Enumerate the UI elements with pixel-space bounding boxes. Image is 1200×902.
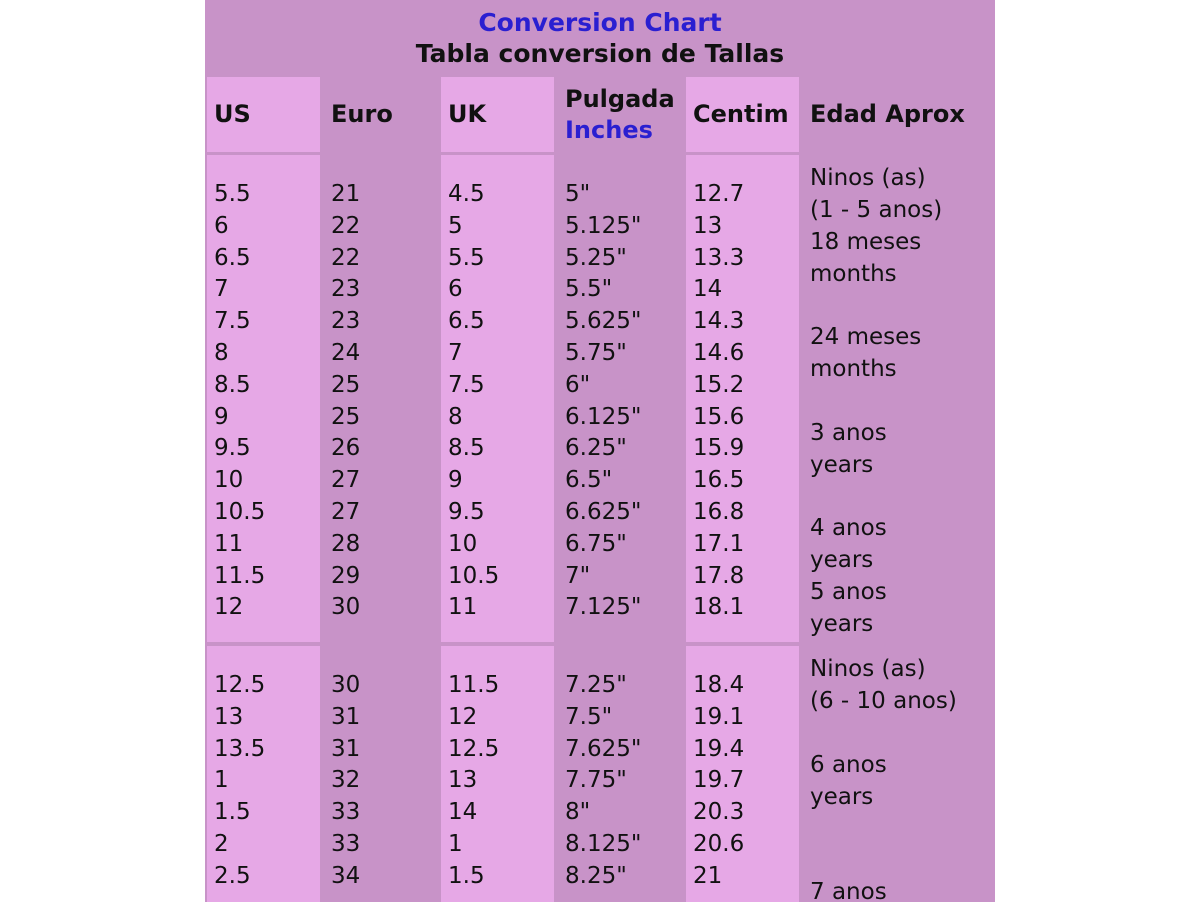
section1-age-range: (1 - 5 anos)	[810, 197, 943, 223]
section1-euro-values: 21 22 22 23 23 24 25 25 26 27 27 28 29 30	[331, 181, 361, 621]
section1-age-4-en: years	[810, 547, 874, 573]
conversion-chart-table	[205, 0, 995, 902]
section1-age-3: 3 anos	[810, 420, 887, 446]
section2-uk-cell	[441, 646, 554, 902]
section2-age-range: (6 - 10 anos)	[810, 688, 957, 714]
section1-euro-cell	[324, 155, 437, 642]
section2-age-1: 6 anos	[810, 752, 887, 778]
section1-age-1: 18 meses	[810, 229, 922, 255]
header-cell-edad	[803, 77, 993, 152]
header-edad: Edad Aprox	[810, 100, 965, 128]
header-cell-us	[207, 77, 320, 152]
section2-age-cell	[803, 646, 993, 902]
section1-age-group: Ninos (as)	[810, 165, 926, 191]
section1-inches-cell	[558, 155, 682, 642]
section2-euro-values: 30 31 31 32 33 33 34	[331, 672, 361, 889]
header-pulgada: Pulgada	[565, 85, 675, 113]
section1-age-2-en: months	[810, 356, 897, 382]
section1-us-cell	[207, 155, 320, 642]
header-us: US	[214, 100, 251, 128]
section1-uk-cell	[441, 155, 554, 642]
section1-cm-cell	[686, 155, 799, 642]
section1-cm-values: 12.7 13 13.3 14 14.3 14.6 15.2 15.6 15.9 16.5 16.8 17.1 17.8 18.1	[693, 181, 745, 621]
section2-age-2: 7 anos	[810, 879, 887, 902]
section1-age-5-en: years	[810, 611, 874, 637]
header-cell-inches	[558, 77, 682, 152]
section2-inches-cell	[558, 646, 682, 902]
header-uk: UK	[448, 100, 487, 128]
chart-title-english: Conversion Chart	[478, 8, 722, 37]
section1-age-3-en: years	[810, 452, 874, 478]
section1-inches-values: 5" 5.125" 5.25" 5.5" 5.625" 5.75" 6" 6.125" 6.25" 6.5" 6.625" 6.75" 7" 7.125"	[565, 181, 642, 621]
section2-us-cell	[207, 646, 320, 902]
header-cell-euro	[324, 77, 437, 152]
header-centim: Centim	[693, 100, 789, 128]
header-inches: Inches	[565, 116, 653, 144]
section2-uk-values: 11.5 12 12.5 13 14 1 1.5	[448, 672, 500, 889]
section1-us-values: 5.5 6 6.5 7 7.5 8 8.5 9 9.5 10 10.5 11 11.5 12	[214, 181, 266, 621]
section1-age-cell	[803, 155, 993, 642]
section2-cm-values: 18.4 19.1 19.4 19.7 20.3 20.6 21	[693, 672, 745, 889]
section1-age-2: 24 meses	[810, 324, 922, 350]
section2-inches-values: 7.25" 7.5" 7.625" 7.75" 8" 8.125" 8.25"	[565, 672, 642, 889]
section2-age-group: Ninos (as)	[810, 656, 926, 682]
section2-age-1-en: years	[810, 784, 874, 810]
chart-title-band	[205, 0, 995, 75]
section2-us-values: 12.5 13 13.5 1 1.5 2 2.5	[214, 672, 266, 889]
section1-age-4: 4 anos	[810, 515, 887, 541]
header-cell-uk	[441, 77, 554, 152]
chart-title-spanish: Tabla conversion de Tallas	[415, 39, 785, 68]
section2-cm-cell	[686, 646, 799, 902]
header-euro: Euro	[331, 100, 393, 128]
section1-age-5: 5 anos	[810, 579, 887, 605]
section2-euro-cell	[324, 646, 437, 902]
section1-uk-values: 4.5 5 5.5 6 6.5 7 7.5 8 8.5 9 9.5 10 10.5 11	[448, 181, 500, 621]
header-cell-centim	[686, 77, 799, 152]
section1-age-1-en: months	[810, 261, 897, 287]
